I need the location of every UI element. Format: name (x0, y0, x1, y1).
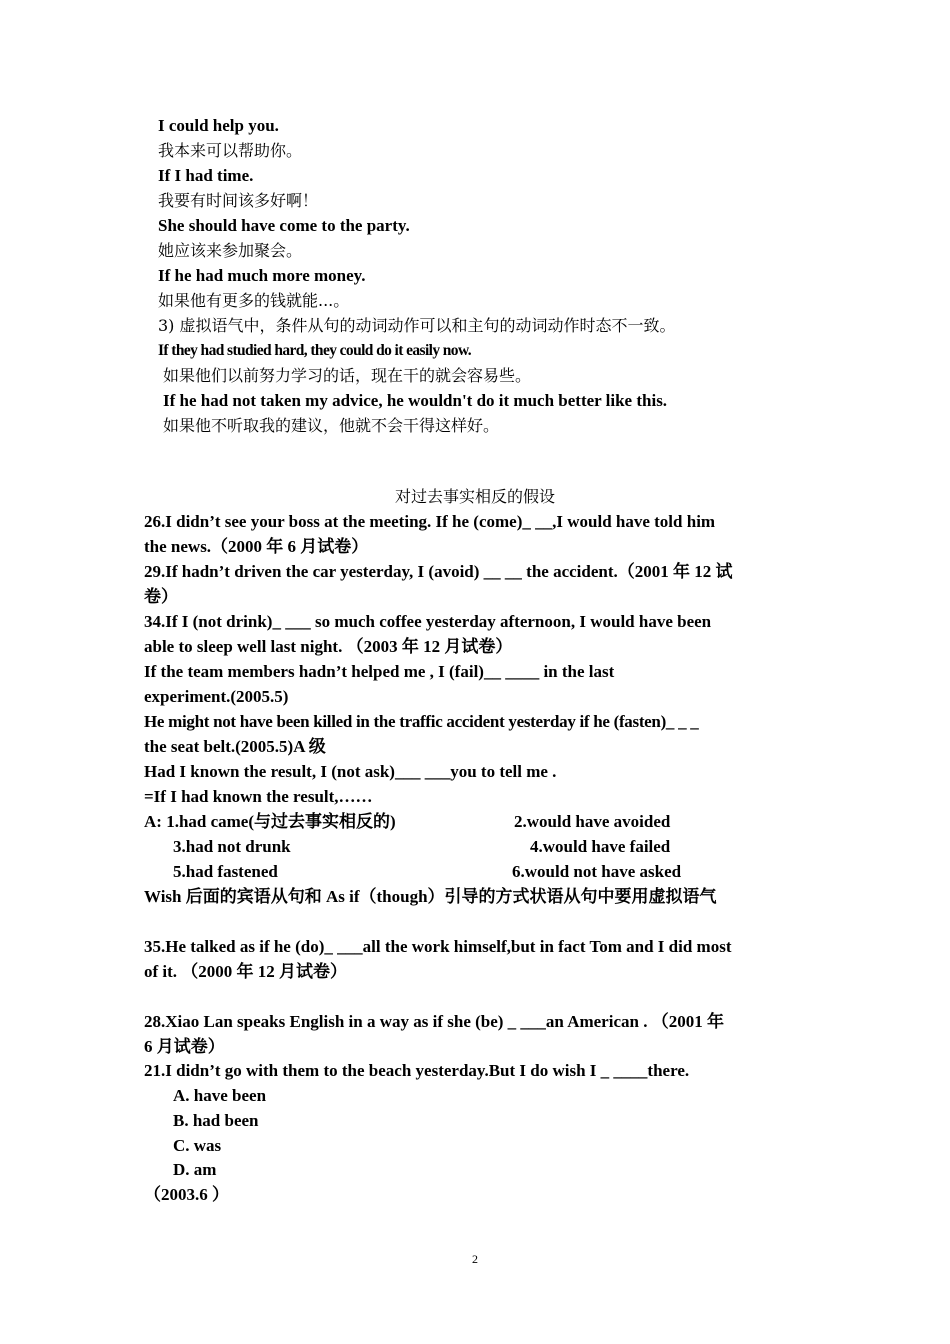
question-known: Had I known the result, I (not ask)___ ___you to tell me . (144, 762, 557, 781)
question-killed-line-1: He might not have been killed in the traffic accident yesterday if he (fasten)_ _ _ (144, 712, 699, 731)
question-29-line-1: 29.If hadn’t driven the car yesterday, I (avoid) __ __ the accident.（2001 年 12 试 (144, 562, 733, 581)
question-team-line-1: If the team members hadn’t helped me , I (fail)__ ____ in the last (144, 662, 615, 681)
example-line-1: I could help you. (158, 116, 279, 135)
wish-rule: Wish 后面的宾语从句和 As if（though）引导的方式状语从句中要用虚拟语气 (144, 887, 717, 906)
example-line-2: 我本来可以帮助你。 (158, 141, 303, 160)
example-line-8: 如果他有更多的钱就能...。 (158, 291, 350, 310)
question-21: 21.I didn’t go with them to the beach yesterday.But I do wish I _ ____there. (144, 1061, 690, 1080)
option-a: A. have been (173, 1086, 267, 1105)
example-line-6: 她应该来参加聚会。 (158, 241, 303, 260)
example-line-11: 如果他们以前努力学习的话，现在干的就会容易些。 (163, 366, 532, 385)
question-21-source: （2003.6 ） (144, 1185, 229, 1204)
answer-2: 2.would have avoided (514, 812, 671, 831)
question-team-line-2: experiment.(2005.5) (144, 687, 289, 706)
example-line-3: If I had time. (158, 166, 254, 185)
option-c: C. was (173, 1136, 222, 1155)
page-number: 2 (472, 1252, 478, 1266)
option-d: D. am (173, 1160, 217, 1179)
example-line-7: If he had much more money. (158, 266, 366, 285)
question-28-line-1: 28.Xiao Lan speaks English in a way as if she (be) _ ___an American . （2001 年 (144, 1012, 724, 1031)
question-29-line-2: 卷） (144, 587, 178, 606)
question-26-line-2: the news.（2000 年 6 月试卷） (144, 537, 369, 556)
example-line-13: 如果他不听取我的建议，他就不会干得这样好。 (163, 416, 500, 435)
option-b: B. had been (173, 1111, 259, 1130)
question-34-line-2: able to sleep well last night. （2003 年 12 月试卷） (144, 637, 513, 656)
example-line-10: If they had studied hard, they could do it easily now. (158, 342, 471, 359)
question-28-line-2: 6 月试卷） (144, 1037, 225, 1056)
question-known-equivalent: =If I had known the result,…… (144, 787, 373, 806)
answer-3: 3.had not drunk (173, 837, 291, 856)
question-34-line-1: 34.If I (not drink)_ ___ so much coffee yesterday afternoon, I would have been (144, 612, 712, 631)
example-line-12: If he had not taken my advice, he wouldn't do it much better like this. (163, 391, 668, 410)
question-35-line-1: 35.He talked as if he (do)_ ___all the work himself,but in fact Tom and I did most (144, 937, 732, 956)
question-killed-line-2: the seat belt.(2005.5)A 级 (144, 737, 326, 756)
answer-4: 4.would have failed (530, 837, 671, 856)
example-line-5: She should have come to the party. (158, 216, 410, 235)
question-35-line-2: of it. （2000 年 12 月试卷） (144, 962, 348, 981)
section-title: 对过去事实相反的假设 (394, 487, 555, 506)
example-line-4: 我要有时间该多好啊！ (158, 191, 319, 210)
rule-3: 3) 虚拟语气中，条件从句的动词动作可以和主句的动词动作时态不一致。 (158, 316, 676, 335)
answer-1: A: 1.had came(与过去事实相反的) (144, 812, 396, 831)
answer-6: 6.would not have asked (512, 862, 682, 881)
answer-5: 5.had fastened (173, 862, 278, 881)
question-26-line-1: 26.I didn’t see your boss at the meeting. If he (come)_ __,I would have told him (144, 512, 716, 531)
